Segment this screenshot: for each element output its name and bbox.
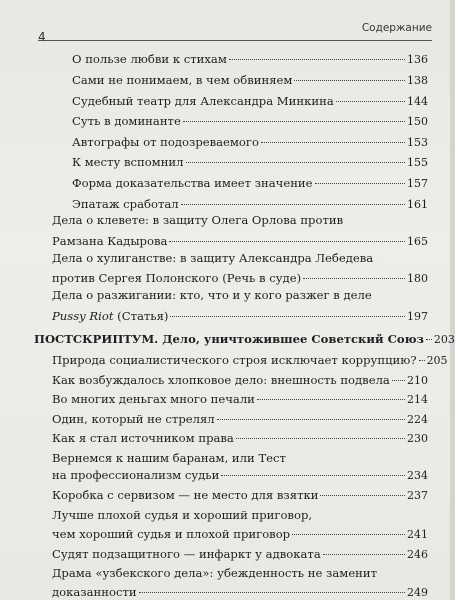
toc-entry: К месту вспомнил 155 bbox=[72, 155, 428, 169]
section-title: Содержание bbox=[361, 22, 432, 34]
page-number: 4 bbox=[38, 30, 46, 44]
toc-entry: Pussy Riot (Статья) 197 bbox=[52, 309, 428, 323]
toc-entry: доказанности 249 bbox=[52, 585, 428, 599]
toc-entry: О пользе любви к стихам 136 bbox=[72, 52, 428, 66]
toc-entry: Природа социалистического строя исключает коррупцию? 205 bbox=[52, 353, 448, 367]
toc-entry: Один, который не стрелял 224 bbox=[52, 412, 428, 426]
toc-entry: Сами не понимаем, в чем обвиняем 138 bbox=[72, 73, 428, 87]
toc-entry-postscript: ПОСТСКРИПТУМ. Дело, уничтожившее Советский Союз 203 bbox=[34, 332, 455, 346]
toc-entry: Эпатаж сработал 161 bbox=[72, 197, 428, 211]
toc-entry: Автографы от подозреваемого 153 bbox=[72, 135, 428, 149]
toc-entry: чем хороший судья и плохой приговор 241 bbox=[52, 527, 428, 541]
toc-entry: Вернемся к нашим баранам, или Тест bbox=[52, 451, 286, 465]
toc-entry: Форма доказательства имеет значение 157 bbox=[72, 176, 428, 190]
toc-entry: Судебный театр для Александра Минкина 144 bbox=[72, 94, 428, 108]
toc-entry: на профессионализм судьи 234 bbox=[52, 468, 428, 482]
toc-entry: Суть в доминанте 150 bbox=[72, 114, 428, 128]
toc-entry: Судят подзащитного — инфаркт у адвоката 246 bbox=[52, 547, 428, 561]
toc-entry: Коробка с сервизом — не место для взятки 237 bbox=[52, 488, 428, 502]
toc-entry: Дела о хулиганстве: в защиту Александра Лебедева bbox=[52, 251, 374, 265]
toc-entry: Дела о клевете: в защиту Олега Орлова против bbox=[52, 213, 344, 227]
toc-entry: Во многих деньгах много печали 214 bbox=[52, 392, 428, 406]
toc-entry: Дела о разжигании: кто, что и у кого разжег в деле bbox=[52, 288, 372, 302]
toc-entry: против Сергея Полонского (Речь в суде) 180 bbox=[52, 271, 428, 285]
toc-entry: Драма «узбекского дела»: убежденность не заменит bbox=[52, 566, 378, 580]
toc-entry: Как я стал источником права 230 bbox=[52, 431, 428, 445]
toc-entry: Рамзана Кадырова 165 bbox=[52, 234, 428, 248]
toc-entry: Как возбуждалось хлопковое дело: внешность подвела 210 bbox=[52, 373, 428, 387]
toc-entry: Лучше плохой судья и хороший приговор, bbox=[52, 508, 313, 522]
pussy-riot-italic: Pussy Riot bbox=[52, 309, 114, 323]
